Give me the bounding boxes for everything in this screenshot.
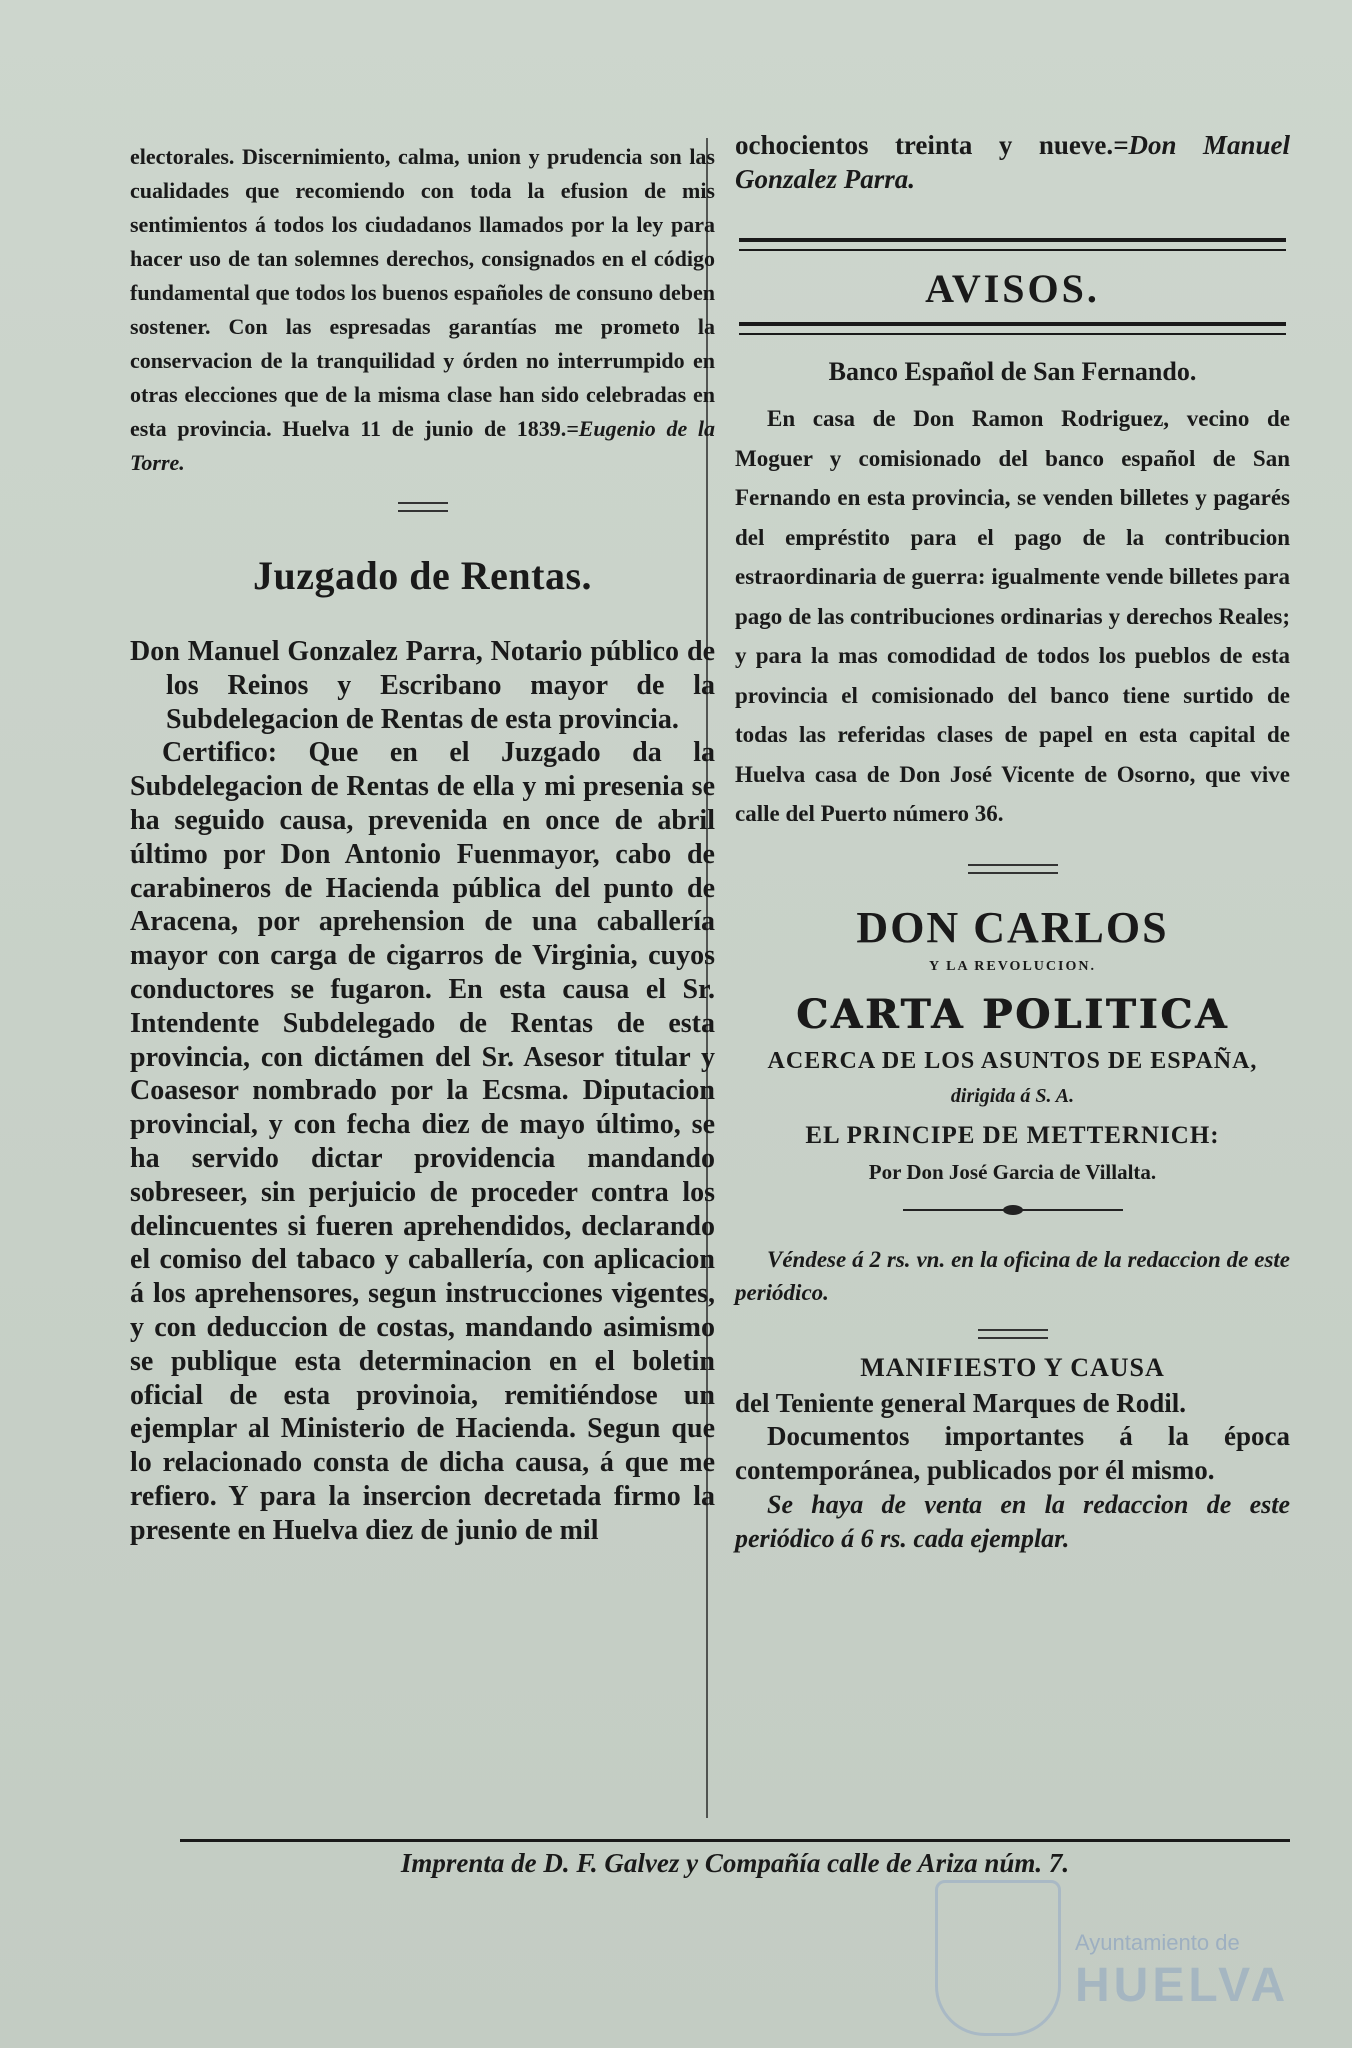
documentos-text: Documentos importantes á la época contemporánea, publicados por él mismo. bbox=[735, 1421, 1290, 1486]
notice-divider bbox=[968, 864, 1058, 874]
electoral-paragraph bbox=[130, 140, 715, 480]
continuation-signature: =Don Manuel Gonzalez Parra. bbox=[735, 130, 1290, 194]
bank-notice: En casa de Don Ramon Rodriguez, vecino de Moguer y comisionado del banco español de San Fernando en esta provincia, se venden billetes y pagarés del empréstito para el pago de la contribucion estraordinaria de guerra: igualmente vende billetes para pago de las contribuciones ordinarias y derechos Reales; y para la mas comodidad de todos los pueblos de esta provincia el comisionado del banco tiene surtido de todas las referidas clases de papel en esta capital de Huelva casa de Don José Vicente de Osorno, que vive calle del Puerto número 36. bbox=[735, 406, 1290, 826]
juzgado-heading: Juzgado de Rentas. bbox=[252, 553, 593, 598]
author-line: Por Don José Garcia de Villalta. bbox=[868, 1159, 1157, 1184]
avisos-top-rule bbox=[739, 238, 1286, 251]
intro-signature: =Eugenio de la Torre. bbox=[130, 416, 716, 475]
printer-imprint: Imprenta de D. F. Galvez y Compañía calle de Ariza núm. 7. bbox=[400, 1848, 1070, 1878]
avisos-bottom-rule bbox=[739, 322, 1286, 335]
sale-notice-manifiesto: Se haya de venta en la redaccion de este periódico á 6 rs. cada ejemplar. bbox=[735, 1489, 1290, 1553]
left-column bbox=[130, 140, 715, 1548]
continuation-paragraph bbox=[735, 128, 1290, 196]
right-column bbox=[735, 128, 1290, 1555]
watermark-line2: HUELVA bbox=[1075, 1959, 1290, 2012]
archive-watermark bbox=[935, 1880, 1315, 2030]
bank-heading: Banco Español de San Fernando. bbox=[828, 357, 1197, 386]
sale-notice-carta: Véndese á 2 rs. vn. en la oficina de la redaccion de este periódico. bbox=[735, 1246, 1290, 1305]
certificate-text: Certifico: Que en el Juzgado da la Subdelegacion de Rentas de ella y mi presenia se ha seguido causa, prevenida en once de abril último por Don Antonio Fuenmayor, cabo de carabineros de Hacienda pública del punto de Aracena, por aprehension de una caballería mayor con carga de cigarros de Virginia, cuyos conductores se fugaron. En esta causa el Sr. Intendente Subdelegado de Rentas de esta provincia, con dictámen del Sr. Asesor titular y Coasesor nombrado por la Ecsma. Diputacion provincial, y con fecha diez de mayo último, se ha servido dictar providencia mandando sobreseer, sin perjuicio de proceder contra los delincuentes si fueren aprehendidos, declarando el comiso del tabaco y caballería, con aplicacion á los aprehensores, segun instrucciones vigentes, y con deduccion de costas, mandando asimismo se publique esta determinacion en el boletin oficial de esta provinoia, remitiéndose un ejemplar al Ministerio de Hacienda. Segun que lo relacionado consta de dicha causa, á que me refiero. Y para la insercion decretada firmo la presente en Huelva diez de junio de mil bbox=[130, 737, 715, 1546]
watermark-line1: Ayuntamiento de bbox=[1075, 1930, 1240, 1955]
manifiesto-heading: MANIFIESTO Y CAUSA bbox=[860, 1352, 1165, 1382]
coat-of-arms-icon bbox=[935, 1880, 1061, 2036]
notary-intro: Don Manuel Gonzalez Parra, Notario público de los Reinos y Escribano mayor de la Subdelegacion de Rentas de esta provincia. bbox=[130, 636, 715, 735]
avisos-heading: AVISOS. bbox=[925, 266, 1100, 311]
acerca-line: ACERCA DE LOS ASUNTOS DE ESPAÑA, bbox=[767, 1047, 1258, 1074]
don-carlos-heading: DON CARLOS bbox=[856, 902, 1169, 952]
electoral-text: electorales. Discernimiento, calma, union y prudencia son las cualidades que recomiendo con toda la efusion de mis sentimientos á todos los ciudadanos llamados por la ley para hacer uso de tan solemnes derechos, consignados en el código fundamental que todos los buenos españoles de consuno deben sostener. Con las espresadas garantías me prometo la conservacion de la tranquilidad y órden no interrumpido en otras elecciones que de la misma clase han sido celebradas en esta provincia. Huelva 11 de junio de 1839. bbox=[130, 144, 715, 441]
metternich-line: EL PRINCIPE DE METTERNICH: bbox=[805, 1121, 1220, 1149]
carta-politica-heading: CARTA POLITICA bbox=[795, 990, 1230, 1038]
manifiesto-divider bbox=[978, 1329, 1048, 1339]
revolucion-subtitle: Y LA REVOLUCION. bbox=[929, 958, 1096, 974]
ornament-divider bbox=[903, 1205, 1123, 1215]
ornament-center bbox=[1003, 1205, 1023, 1215]
section-divider bbox=[398, 502, 448, 512]
continuation-text: ochocientos treinta y nueve. bbox=[735, 130, 1114, 160]
teniente-line: del Teniente general Marques de Rodil. bbox=[735, 1387, 1187, 1418]
dirigida-line: dirigida á S. A. bbox=[950, 1084, 1075, 1107]
footer-rule bbox=[180, 1839, 1290, 1842]
